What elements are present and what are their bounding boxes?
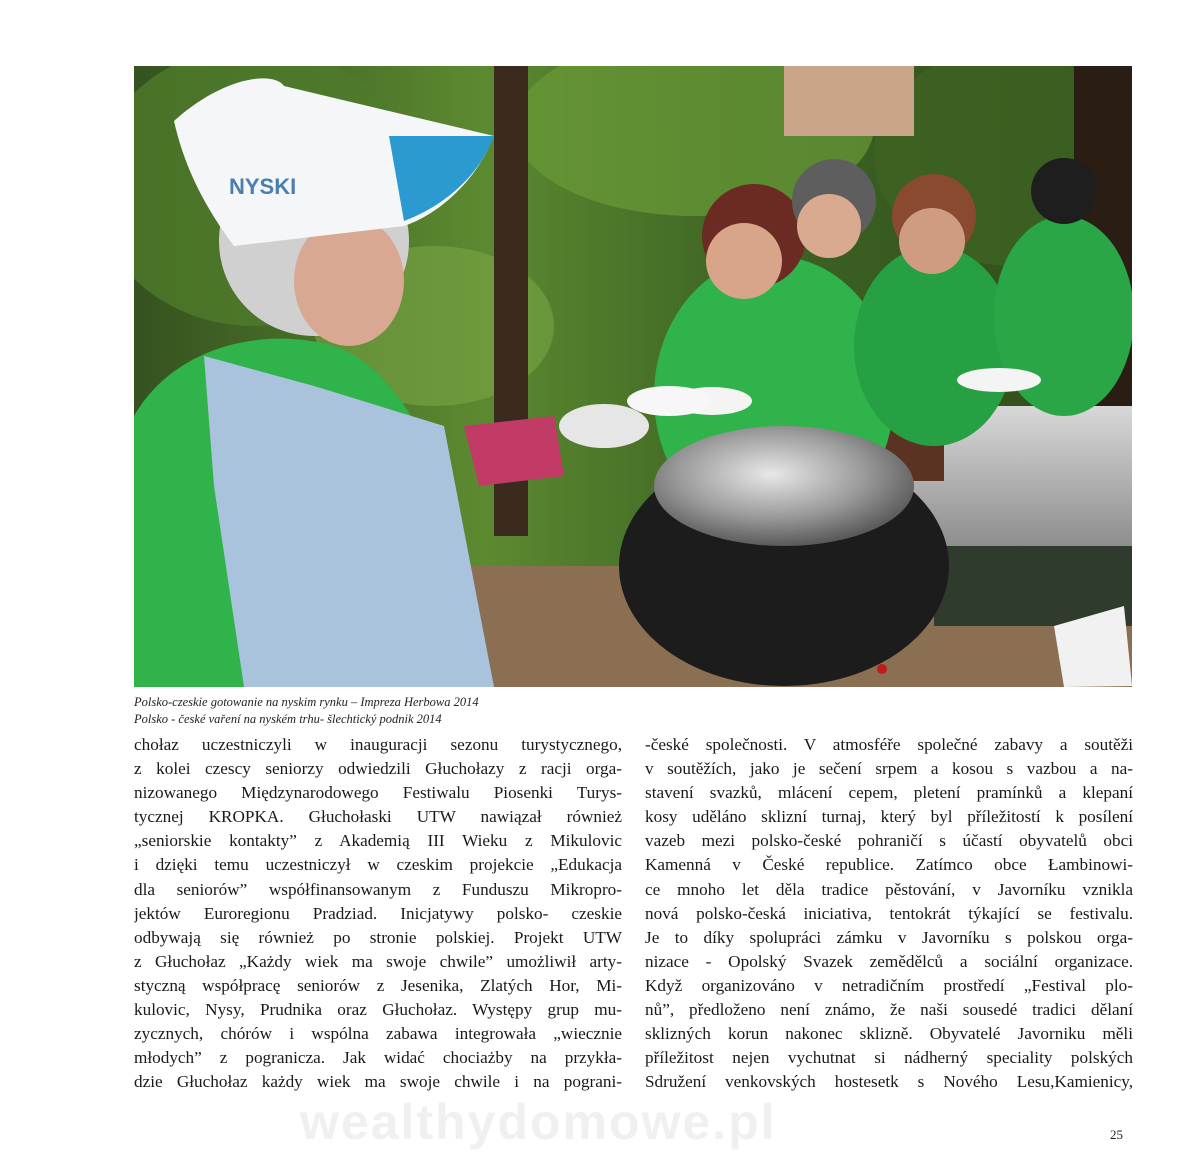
watermark: wealthydomowe.pl (300, 1094, 777, 1150)
text-line: nová polsko-česká iniciativa, tentokrát týkající se festivalu. (645, 903, 1133, 923)
person-green-shirt (854, 246, 1014, 446)
text-line: kosy uděláno sklizní turnaj, který byl příležitostí k posílení (645, 807, 1133, 827)
text-column-left (134, 733, 622, 1094)
text-line: ce mnoho let děla tradice pěstování, v Javorníku vznikla (645, 879, 1133, 899)
text-line: „seniorskie kontakty” z Akademią III Wieku z Mikulovic (134, 831, 622, 851)
text-line: jektów Euroregionu Pradziad. Inicjatywy polsko- czeskie (134, 903, 622, 923)
text-column-right (645, 733, 1133, 1094)
text-line: tycznej KROPKA. Głuchołaski UTW nawiązał również (134, 807, 622, 827)
text-line: Je to díky spolupráci zámku v Javorníku s polskou orga- (645, 927, 1133, 947)
plate (957, 368, 1041, 392)
text-line: Kamenná v České republice. Zatímco obce Łambinowi- (645, 855, 1133, 875)
text-line: kulovic, Nysy, Prudnika oraz Głuchołaz. Występy grup mu- (134, 1000, 622, 1020)
text-line: Sdružení venkovských hostesetk s Nového Lesu,Kamienicy, (645, 1072, 1133, 1092)
person-head (1031, 158, 1097, 224)
text-line: młodych” z pogranicza. Jak widać chociażby na przykła- (134, 1048, 622, 1068)
text-line: z Głuchołaz „Każdy wiek ma swoje chwile” umożliwił arty- (134, 951, 622, 971)
text-line: styczną współpracę seniorów z Jesenika, Zlatých Hor, Mi- (134, 975, 622, 995)
text-line: dzie Głuchołaz każdy wiek ma swoje chwile i na pograni- (134, 1072, 622, 1092)
text-line: zycznych, chórów i wspólna zabawa integrowała „wiecznie (134, 1024, 622, 1044)
text-line: stavení svazků, mlácení cepem, pletení pramínků a klepaní (645, 783, 1133, 803)
text-line: chołaz uczestniczyli w inauguracji sezonu turystycznego, (134, 735, 622, 754)
text-line: nizace - Opolský Svazek zemědělců a sociální organizace. (645, 951, 1133, 971)
person-face (797, 194, 861, 258)
caption-polish: Polsko-czeskie gotowanie na nyskim rynku – Impreza Herbowa 2014 (134, 695, 479, 709)
text-line: dla seniorów” współfinansowanym z Funduszu Mikropro- (134, 879, 622, 899)
text-line: nů”, předloženo není známo, že naši sousedé tradici dělaní (645, 1000, 1133, 1020)
page-number: 25 (1110, 1127, 1123, 1142)
text-line: -české společnosti. V atmosféře společné zabavy a soutěži (645, 735, 1133, 754)
person-face (899, 208, 965, 274)
soup-pot-lid (654, 426, 914, 546)
text-line: v soutěžích, jako je sečení srpem a kosou s vazbou a na- (645, 759, 1133, 779)
caption-czech: Polsko - české vaření na nyském trhu- šlechtický podnik 2014 (134, 712, 442, 726)
plate (627, 386, 711, 416)
text-line: z kolei czescy seniorzy odwiedzili Głuchołazy z racji orga- (134, 759, 622, 779)
striped-sleeve (464, 416, 564, 486)
person-face (706, 223, 782, 299)
visor-brand-text: NYSKI (229, 174, 297, 199)
text-line: Když organizováno v netradičním prostředí „Festival plo- (645, 975, 1133, 995)
text-line: i dzięki temu uczestniczył w czeskim projekcie „Edukacja (134, 855, 622, 875)
event-photo (134, 66, 1132, 687)
building (784, 66, 914, 136)
pot-indicator-light (877, 664, 887, 674)
text-line: nizowanego Międzynarodowego Festiwalu Piosenki Turys- (134, 783, 622, 803)
gloved-hand (559, 404, 649, 448)
text-line: sklizných korun nakonec sklizně. Obyvatelé Javorniku měli (645, 1024, 1133, 1044)
text-line: příležitost nejen vychutnat si nádherný speciality polských (645, 1048, 1133, 1068)
text-line: vazeb mezi polsko-české pohraničí s účastí obyvatelů obci (645, 831, 1133, 851)
text-line: odbywają się również po stronie polskiej. Projekt UTW (134, 927, 622, 947)
photo-captions (134, 694, 734, 728)
